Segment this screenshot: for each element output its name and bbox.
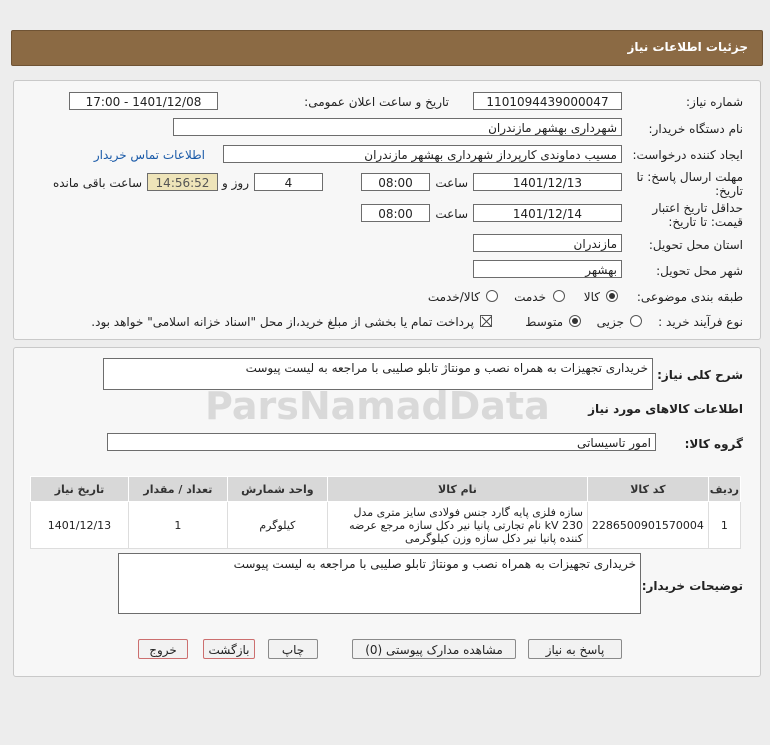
buyer-notes-field: خریداری تجهیزات به همراه نصب و مونتاژ تابلو صلیبی با مراجعه به لیست پیوست xyxy=(118,553,641,614)
col-qty: تعداد / مقدار xyxy=(128,477,227,502)
treasury-payment-checkbox[interactable] xyxy=(480,315,492,327)
validity-label-1: حداقل تاریخ اعتبار xyxy=(652,201,743,215)
table-row xyxy=(31,502,741,549)
summary-field: خریداری تجهیزات به همراه نصب و مونتاژ تابلو صلیبی با مراجعه به لیست پیوست xyxy=(103,358,653,390)
deadline-label-1: مهلت ارسال پاسخ: تا xyxy=(636,170,743,184)
page-title: جزئیات اطلاعات نیاز xyxy=(627,40,748,54)
validity-time-label: ساعت xyxy=(435,207,468,221)
watermark-brand: ParsNamadData xyxy=(205,384,550,428)
deadline-time-label: ساعت xyxy=(435,176,468,190)
col-unit: واحد شمارش xyxy=(227,477,327,502)
days-label: روز و xyxy=(222,176,249,190)
remaining-label: ساعت باقی مانده xyxy=(52,176,142,190)
category-service-label: خدمت xyxy=(514,290,546,304)
goods-table-header xyxy=(31,477,741,502)
announce-field: 1401/12/08 - 17:00 xyxy=(69,92,218,110)
process-label: نوع فرآیند خرید : xyxy=(658,315,743,329)
goods-info-title: اطلاعات کالاهای مورد نیاز xyxy=(588,402,743,416)
goods-group-field: امور تاسیساتی xyxy=(107,433,656,451)
summary-label: شرح کلی نیاز: xyxy=(657,368,743,382)
process-medium-label: متوسط xyxy=(525,315,563,329)
buyer-notes-label: توضیحات خریدار: xyxy=(641,579,743,593)
category-goods-service-label: کالا/خدمت xyxy=(427,290,480,304)
category-goods-label: کالا xyxy=(583,290,600,304)
row-number: 1 xyxy=(708,502,740,549)
back-button[interactable]: بازگشت xyxy=(203,639,255,659)
process-partial-radio[interactable] xyxy=(630,315,642,327)
goods-table xyxy=(30,476,741,549)
treasury-payment-note: پرداخت تمام یا بخشی از مبلغ خرید،از محل "اسناد خزانه اسلامی" خواهد بود. xyxy=(91,315,474,329)
validity-date-field: 1401/12/14 xyxy=(473,204,622,222)
deadline-time-field: 08:00 xyxy=(361,173,430,191)
deadline-date-field: 1401/12/13 xyxy=(473,173,622,191)
remaining-time-field: 14:56:52 xyxy=(147,173,218,191)
need-number-label: شماره نیاز: xyxy=(686,95,743,109)
creator-label: ایجاد کننده درخواست: xyxy=(632,148,743,162)
page-header xyxy=(11,30,763,66)
province-label: استان محل تحویل: xyxy=(648,238,743,252)
days-field: 4 xyxy=(254,173,323,191)
announce-label: تاریخ و ساعت اعلان عمومی: xyxy=(304,95,449,109)
view-documents-button[interactable]: مشاهده مدارک پیوستی (0) xyxy=(352,639,516,659)
validity-time-field: 08:00 xyxy=(361,204,430,222)
col-row: ردیف xyxy=(708,477,740,502)
buyer-org-field: شهرداری بهشهر مازندران xyxy=(173,118,622,136)
row-unit: کیلوگرم xyxy=(227,502,327,549)
row-code: 2286500901570004 xyxy=(587,502,708,549)
category-label: طبقه بندی موضوعی: xyxy=(636,290,743,304)
validity-label-2: قیمت: تا تاریخ: xyxy=(668,215,743,229)
deadline-label-2: تاریخ: xyxy=(715,184,743,198)
province-field: مازندران xyxy=(473,234,622,252)
col-code: کد کالا xyxy=(587,477,708,502)
creator-field: مسیب دماوندی کارپرداز شهرداری بهشهر مازندران xyxy=(223,145,622,163)
city-field: بهشهر xyxy=(473,260,622,278)
process-partial-label: جزیی xyxy=(596,315,624,329)
row-date: 1401/12/13 xyxy=(31,502,129,549)
goods-group-label: گروه کالا: xyxy=(684,437,743,451)
reply-button[interactable]: پاسخ به نیاز xyxy=(528,639,622,659)
buyer-contact-link[interactable]: اطلاعات تماس خریدار xyxy=(93,148,205,162)
category-goods-service-radio[interactable] xyxy=(486,290,498,302)
need-number-field: 1101094439000047 xyxy=(473,92,622,110)
process-medium-radio[interactable] xyxy=(569,315,581,327)
print-button[interactable]: چاپ xyxy=(268,639,318,659)
exit-button[interactable]: خروج xyxy=(138,639,188,659)
col-name: نام کالا xyxy=(327,477,587,502)
category-goods-radio[interactable] xyxy=(606,290,618,302)
row-qty: 1 xyxy=(128,502,227,549)
col-date: تاریخ نیاز xyxy=(31,477,129,502)
buyer-org-label: نام دستگاه خریدار: xyxy=(648,122,743,136)
row-name: سازه فلزی پایه گارد جنس فولادی سایز متری مدل 230 kV نام تجارتی پانیا نیر دکل سازه مرجع عرضه کننده پانیا نیر دکل سازه وزن کیلوگرمی xyxy=(327,502,587,549)
category-service-radio[interactable] xyxy=(553,290,565,302)
city-label: شهر محل تحویل: xyxy=(656,264,743,278)
